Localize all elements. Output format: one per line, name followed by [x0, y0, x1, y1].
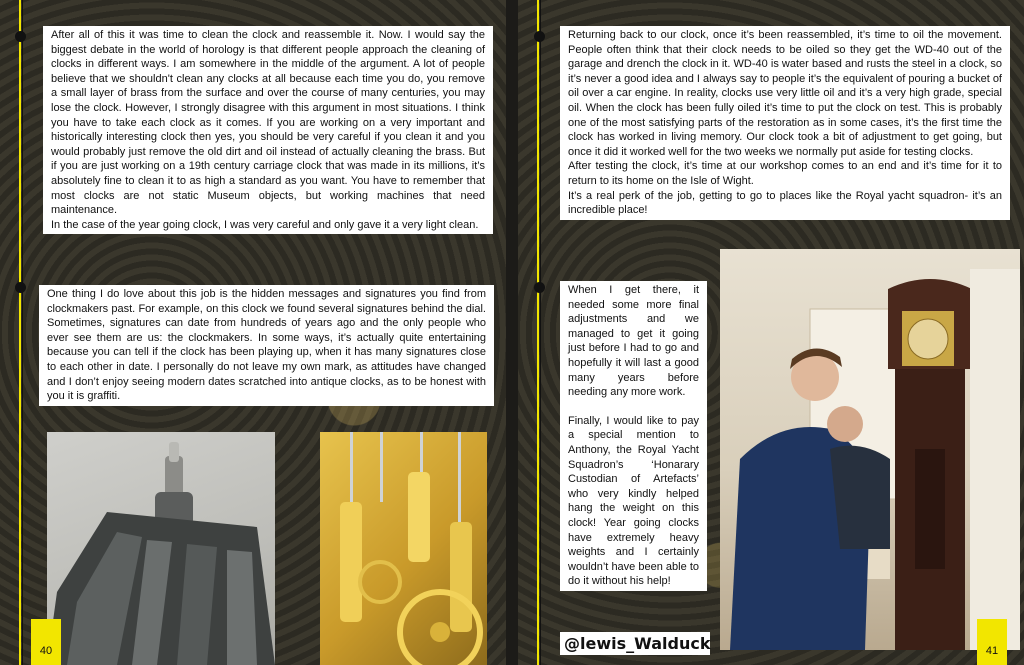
social-handle: @lewis_Walduck — [560, 632, 710, 655]
section-dot — [534, 31, 545, 42]
section-dot — [534, 282, 545, 293]
left-text-block-1 — [43, 26, 493, 234]
paragraph: One thing I do love about this job is the hidden messages and signatures you find from clockmakers past. For example, on this clock we found several signatures behind the dial. Sometimes, signatures can date from hundreds of years ago and the only people who ever see them are us: the clockmakers. In some ways, it’s actually quite entertaining because you can tell if the clock has been playing up, when it has many signatures close to each other in date. I personally do not leave my own mark, as attitudes have changed and I don’t enjoy seeing modern dates scratched into antique clocks, as to be honest with you it is graffiti. — [47, 288, 486, 403]
paragraph: In the case of the year going clock, I was very careful and only gave it a very light clean. — [51, 218, 479, 231]
clock-arbor-photo — [47, 432, 275, 665]
right-yellow-rule — [537, 0, 539, 665]
page-number-right: 41 — [977, 619, 1007, 665]
left-yellow-rule — [19, 0, 21, 665]
left-text-block-2 — [39, 285, 494, 406]
right-text-block-1 — [560, 26, 1010, 220]
longcase-clock-photo — [720, 249, 1020, 650]
arbor-illustration — [47, 432, 275, 665]
left-black-rule — [22, 0, 23, 665]
paragraph: When I get there, it needed some more final adjustments and we managed to get it going just before I had to go and hopefully it will last a good many years before needing any more work. — [568, 284, 699, 399]
paragraph: It’s a real perk of the job, getting to go to places like the Royal yacht squadron- it’s an incredible place! — [568, 189, 1002, 217]
photo-illustration — [720, 249, 1020, 650]
paragraph: After all of this it was time to clean the clock and reassemble it. Now. I would say the biggest debate in the world of horology is that different people approach the cleaning of clocks in different ways. I am somewhere in the middle of the argument. A lot of people believe that we shouldn't clean any clocks at all because each time you do, you remove a small layer of brass from the surface and over the course of many centuries, you may lose the clock. However, I strongly disagree with this argument in most situations. I think you have to take each clock as it comes. If you are working on a very important and historically interesting clock then yes, you should be very careful if you clean it and you would probably just remove the old dirt and oil instead of actually cleaning the brass. But if you are just working on a 19th century carriage clock that was made in its millions, it’s absolutely fine to clean it to as high a standard as you want. You have to remember that most clocks are not static Museum objects, but working machines that need maintenance. — [51, 29, 485, 217]
spine-gutter — [506, 0, 518, 665]
right-text-block-2 — [560, 281, 707, 591]
paragraph: Finally, I would like to pay a special mention to Anthony, the Royal Yacht Squadron’s ‘Honarary Custodian of Artefacts’ who very kindly helped hang the weight on this clock! Year going clocks have extremely heavy weights and I certainly wouldn’t have been able to do it without his help! — [568, 414, 699, 588]
page-number-left: 40 — [31, 619, 61, 665]
section-dot — [15, 31, 26, 42]
paragraph: Returning back to our clock, once it’s been reassembled, it’s time to oil the movement. People often think that their clock needs to be oiled so they get the WD-40 out of the garage and drench the clock in it. WD-40 is water based and rusts the steel in a clock, so it’s never a good idea and I always say to people it’s the equivalent of pouring a bucket of oil over a car engine. In reality, clocks use very little oil and it’s a very high grade, special oil. When the clock has been fully oiled it’s time to put the clock on test. This is probably one of the most satisfying parts of the restoration as in some cases, it’s the first time the clock has worked in living memory. Our clock took a bit of adjustment to get going, but once it did it worked well for the two weeks we normally put aside for testing clocks. — [568, 29, 1002, 158]
paragraph: After testing the clock, it’s time at our workshop comes to an end and it’s time for it to return to its home on the Isle of Wight. — [568, 160, 1002, 187]
section-dot — [15, 282, 26, 293]
right-black-rule — [540, 0, 541, 665]
brass-movement-photo — [320, 432, 487, 665]
movement-illustration — [320, 432, 487, 665]
